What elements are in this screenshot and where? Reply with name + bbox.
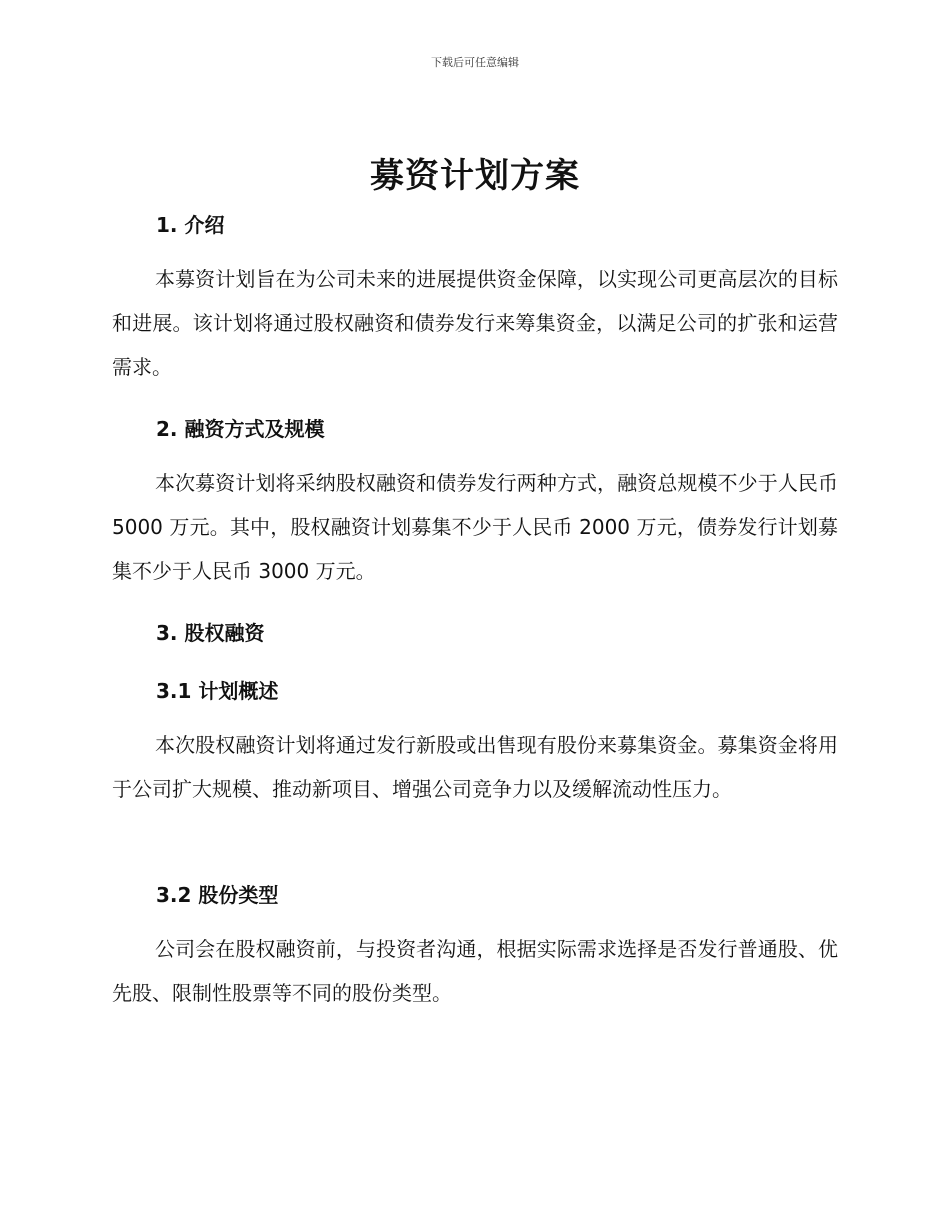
section-paragraph-plan-overview: 本次股权融资计划将通过发行新股或出售现有股份来募集资金。募集资金将用于公司扩大规模、推动新项目、增强公司竞争力以及缓解流动性压力。 bbox=[112, 733, 838, 801]
section-paragraph-share-types: 公司会在股权融资前，与投资者沟通，根据实际需求选择是否发行普通股、优先股、限制性股票等不同的股份类型。 bbox=[112, 937, 838, 1005]
section-heading-share-types: 3.2 股份类型 bbox=[156, 883, 279, 907]
section-paragraph-financing-method: 本次募资计划将采纳股权融资和债券发行两种方式，融资总规模不少于人民币 5000 万元。其中，股权融资计划募集不少于人民币 2000 万元，债券发行计划募集不少于人民币 3000 万元。 bbox=[112, 471, 838, 583]
document-title: 募资计划方案 bbox=[370, 156, 580, 196]
section-heading-equity-financing: 3. 股权融资 bbox=[156, 621, 265, 645]
section-paragraph-introduction: 本募资计划旨在为公司未来的进展提供资金保障，以实现公司更高层次的目标和进展。该计划将通过股权融资和债券发行来筹集资金，以满足公司的扩张和运营需求。 bbox=[112, 267, 838, 379]
section-heading-introduction: 1. 介绍 bbox=[156, 213, 225, 237]
section-heading-financing-method: 2. 融资方式及规模 bbox=[156, 417, 325, 441]
section-heading-plan-overview: 3.1 计划概述 bbox=[156, 679, 279, 703]
header-note: 下载后可任意编辑 bbox=[431, 56, 519, 69]
